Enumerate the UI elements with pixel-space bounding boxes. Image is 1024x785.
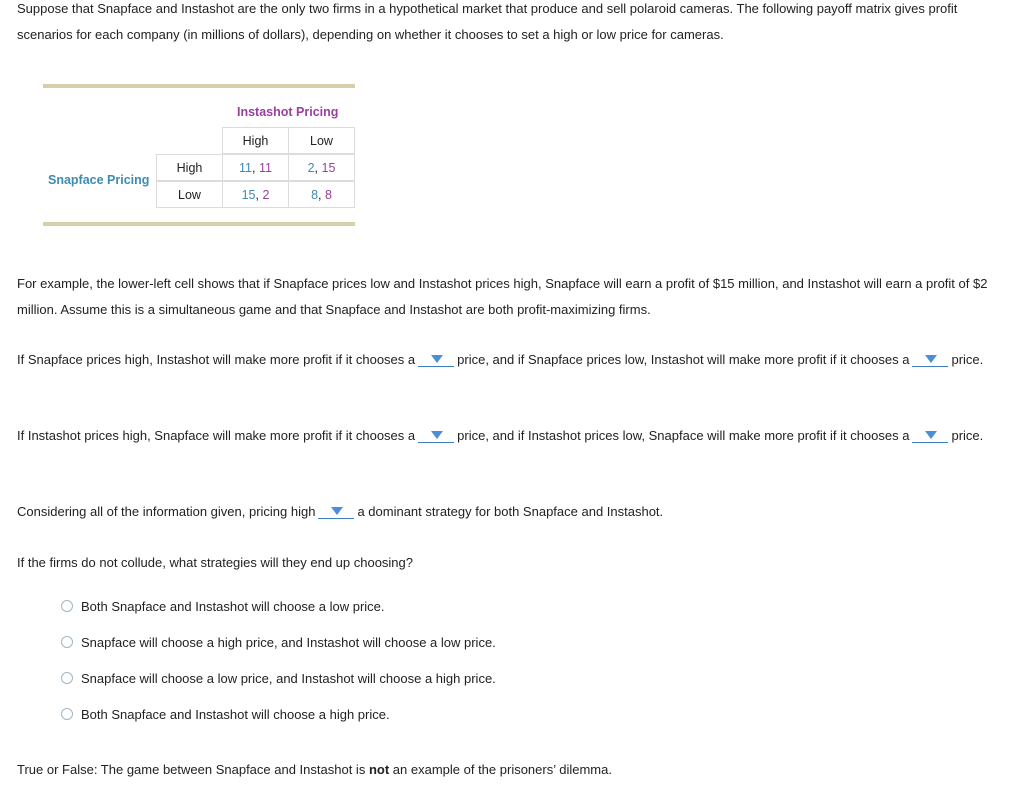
chevron-down-icon <box>331 507 343 515</box>
question-3: Considering all of the information given, pricing high a dominant strategy for both Snapface and Instashot. <box>17 504 664 519</box>
q2-dropdown-2[interactable] <box>912 428 948 443</box>
payoff-cell-low-high: 15, 2 <box>222 181 289 208</box>
intro-text: Suppose that Snapface and Instashot are the only two firms in a hypothetical market that produce and sell polaroid cameras. The following payoff matrix gives profit scenarios for each company (in millions of dollars), depending on whether it chooses to set a high or low price for cameras. <box>17 1 958 42</box>
row-header-low: Low <box>156 181 223 208</box>
payoff-matrix <box>43 84 355 227</box>
payoff-cell-high-low: 2, 15 <box>288 154 355 181</box>
question-2: If Instashot prices high, Snapface will make more profit if it chooses a price, and if Instashot prices low, Snapface will make more profit if it chooses a price. <box>17 428 984 443</box>
row-header-high: High <box>156 154 223 181</box>
column-player-label: Instashot Pricing <box>237 105 339 119</box>
row-player-label: Snapface Pricing <box>48 173 150 187</box>
payoff-cell-low-low: 8, 8 <box>288 181 355 208</box>
example-text: For example, the lower-left cell shows that if Snapface prices low and Instashot prices high, Snapface will earn a profit of $15 million, and Instashot will earn a profit of $2 million. Assume this is a simultaneous game and that Snapface and Instashot are both profit-maximizing firms. <box>17 276 988 317</box>
question-1: If Snapface prices high, Instashot will make more profit if it chooses a price, and if Snapface prices low, Instashot will make more profit if it chooses a price. <box>17 352 984 367</box>
matrix-top-rule <box>43 84 355 88</box>
chevron-down-icon <box>431 355 443 363</box>
col-header-high: High <box>222 127 289 154</box>
true-false-question: True or False: The game between Snapface and Instashot is not an example of the prisoners’ dilemma. <box>17 762 612 777</box>
radio-button[interactable] <box>61 600 73 612</box>
q2-dropdown-1[interactable] <box>418 428 454 443</box>
q1-dropdown-1[interactable] <box>418 352 454 367</box>
chevron-down-icon <box>925 431 937 439</box>
chevron-down-icon <box>431 431 443 439</box>
q3-dropdown[interactable] <box>318 504 354 519</box>
radio-button[interactable] <box>61 708 73 720</box>
col-header-low: Low <box>288 127 355 154</box>
question-4: If the firms do not collude, what strategies will they end up choosing? <box>17 555 413 570</box>
chevron-down-icon <box>925 355 937 363</box>
q1-dropdown-2[interactable] <box>912 352 948 367</box>
payoff-cell-high-high: 11, 11 <box>222 154 289 181</box>
matrix-bottom-rule <box>43 222 355 226</box>
radio-button[interactable] <box>61 672 73 684</box>
radio-button[interactable] <box>61 636 73 648</box>
